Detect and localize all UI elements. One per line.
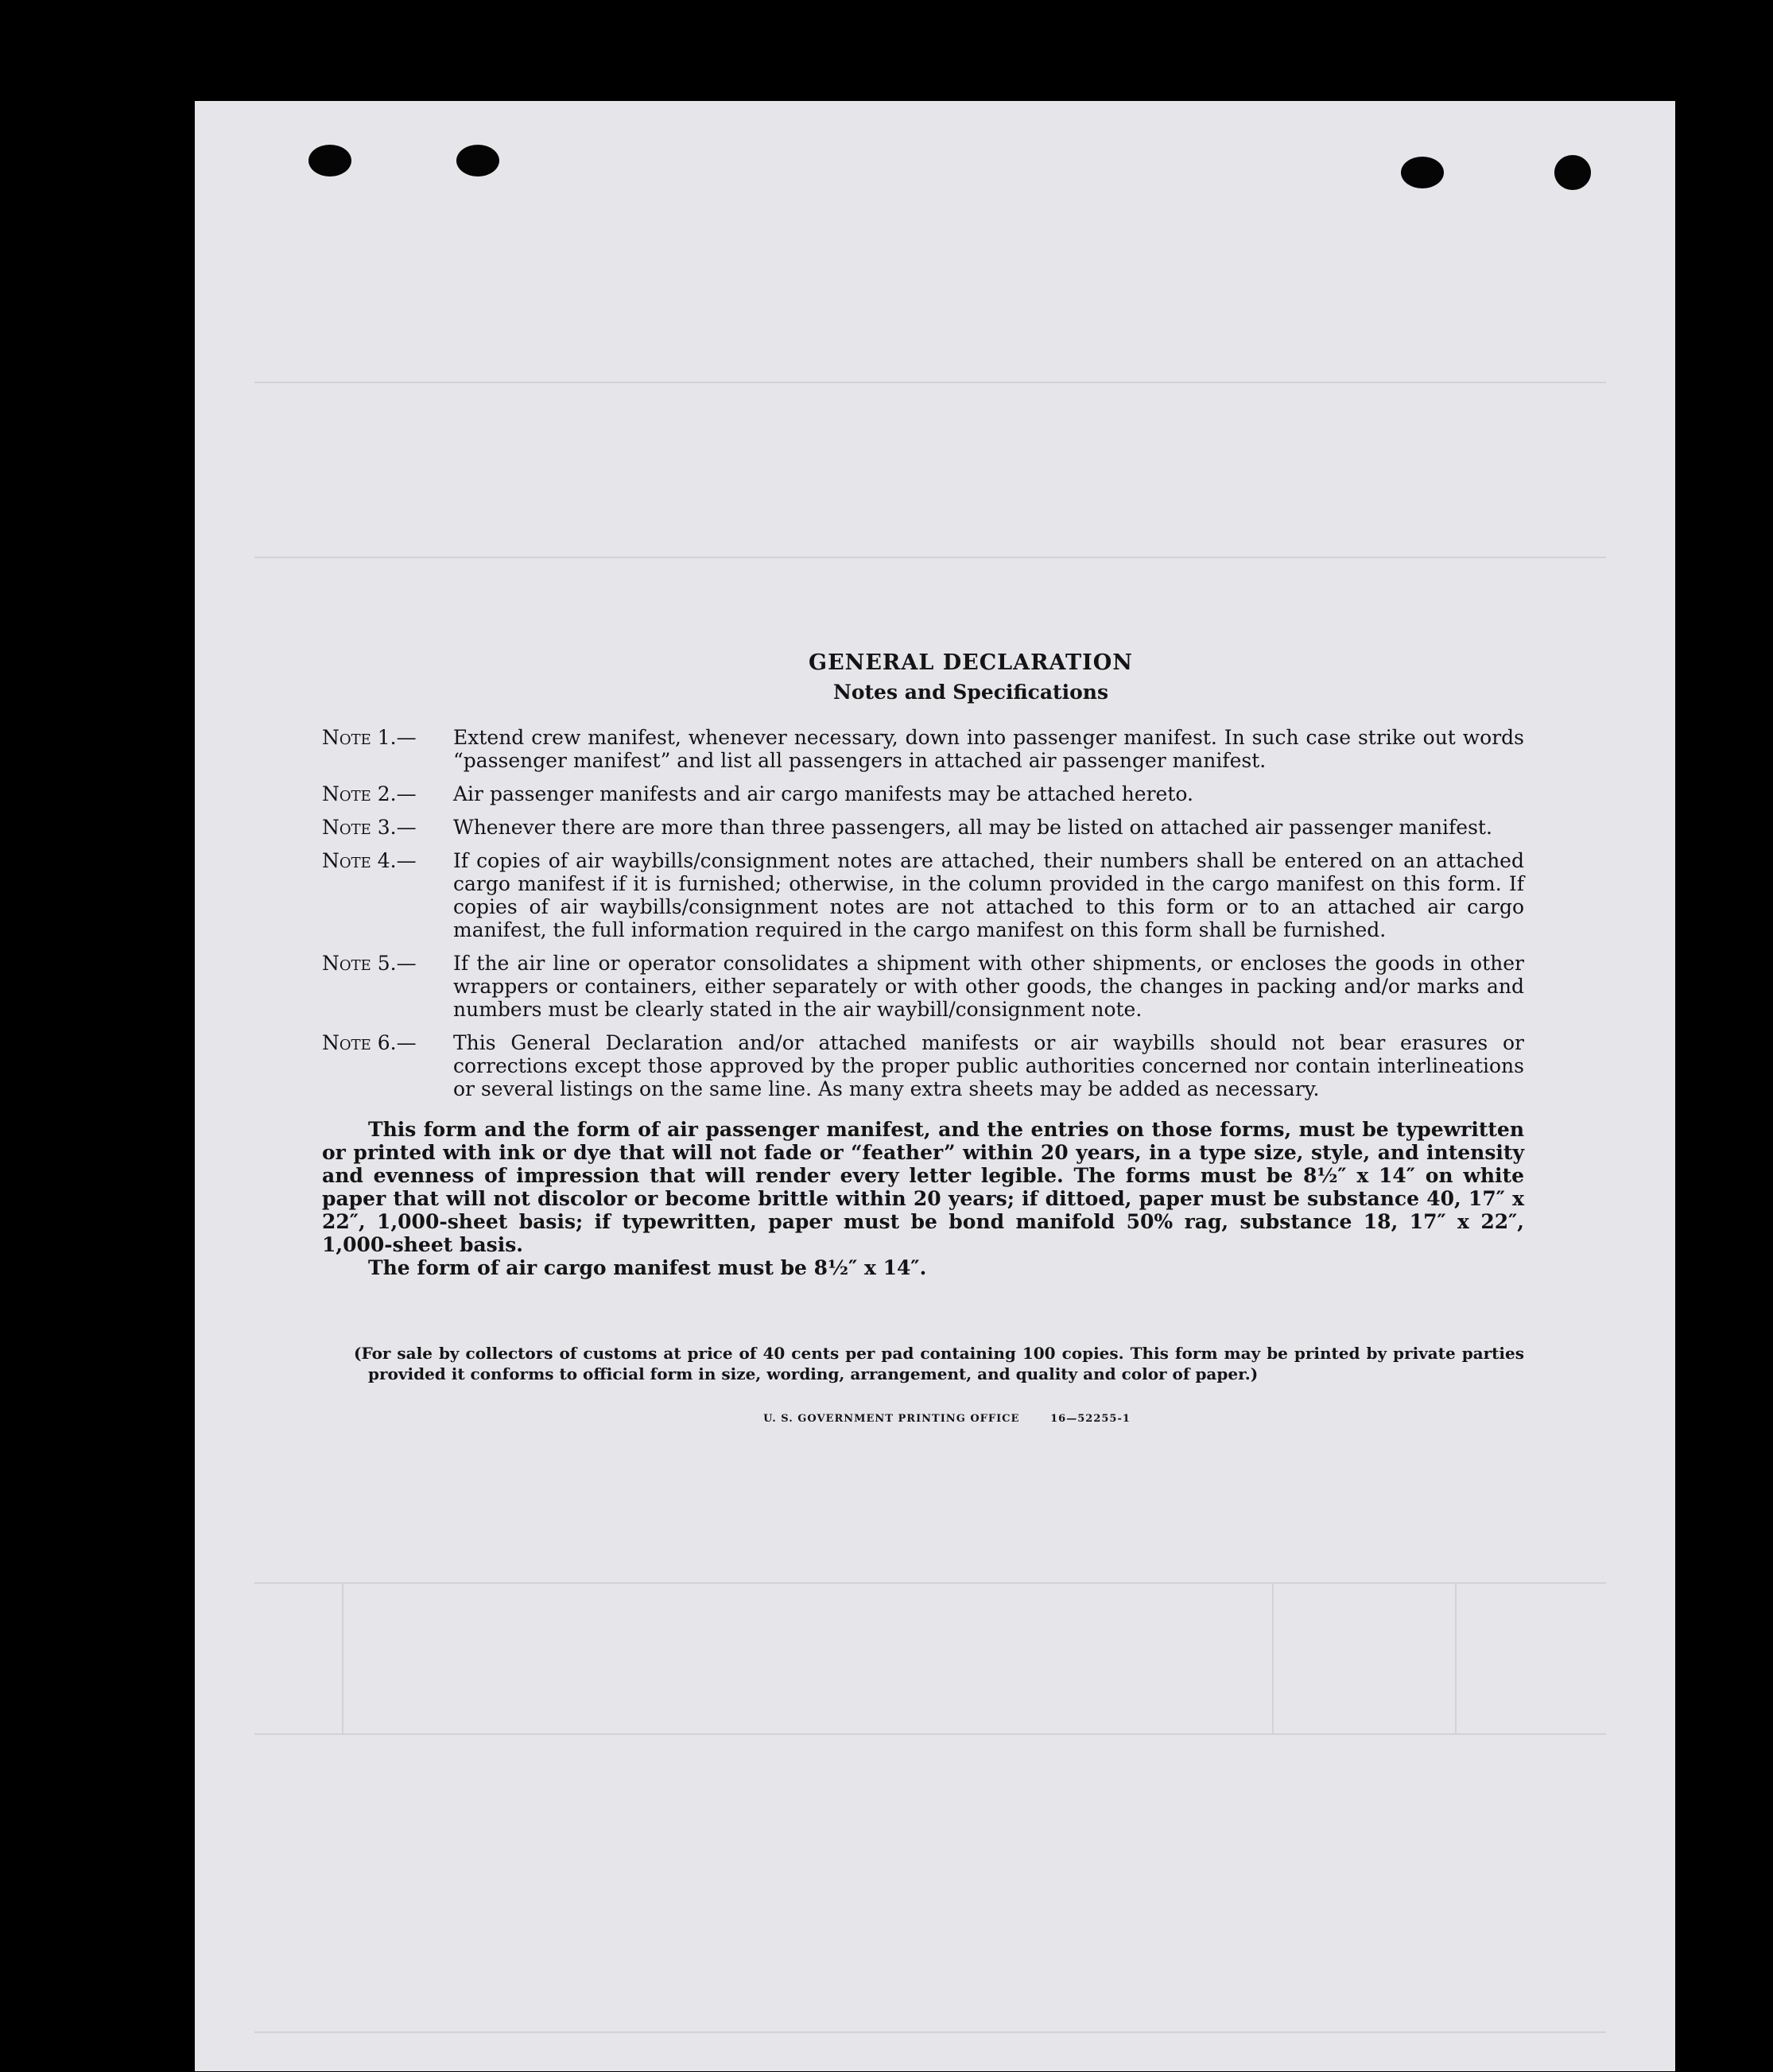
punch-hole-right-2 [1554,155,1591,190]
bleed-through-rule [254,557,1606,558]
bleed-through-rule [1455,1582,1457,1733]
printer-name: U. S. GOVERNMENT PRINTING OFFICE [763,1413,1020,1425]
note-label: Note 1.— [322,726,417,749]
note-text: Air passenger manifests and air cargo manifests may be attached hereto. [453,782,1193,805]
bleed-through-rule [254,2031,1606,2033]
printer-code: 16—52255-1 [1050,1413,1131,1425]
note-text: Extend crew manifest, whenever necessary, down into passenger manifest. In such case strike out words “passenger manifest” and list all passengers in attached air passenger manifest. [453,726,1524,772]
bleed-through-rule [342,1582,343,1733]
punch-hole-right-1 [1401,157,1444,188]
note-label: Note 3.— [322,816,417,839]
sale-notice: (For sale by collectors of customs at price of 40 cents per pad containing 100 copies. This form may be printed by private parties provided it conforms to official form in size, wording, arrangement, and quality and color of paper.) [354,1344,1524,1383]
note-label: Note 4.— [322,849,417,872]
note-5 [322,952,1524,1021]
note-1 [322,726,1524,772]
bleed-through-rule [1272,1582,1274,1733]
document-heading: GENERAL DECLARATION [809,650,1133,675]
note-text: Whenever there are more than three passengers, all may be listed on attached air passenger manifest. [453,816,1492,839]
note-6 [322,1031,1524,1100]
punch-hole-center [456,145,499,177]
printer-imprint [322,1413,1524,1425]
paper-specification-paragraph: This form and the form of air passenger manifest, and the entries on those forms, must be typewritten or printed with ink or dye that will not fade or “feather” within 20 years, in a type size, style, and intensity and evenness of impression that will render every letter legible. The forms must be 8½″ x 14″ on white paper that will not discolor or become brittle within 20 years; if dittoed, paper must be substance 40, 17″ x 22″, 1,000-sheet basis; if typewritten, paper must be bond manifold 50% rag, substance 18, 17″ x 22″, 1,000-sheet basis. [322,1118,1524,1256]
note-label: Note 5.— [322,952,417,975]
bleed-through-rule [254,1733,1606,1735]
note-label: Note 6.— [322,1031,417,1054]
bleed-through-rule [254,382,1606,383]
cargo-manifest-size-line: The form of air cargo manifest must be 8½″ x 14″. [368,1256,927,1279]
note-2 [322,782,1524,805]
document-subheading: Notes and Specifications [832,681,1109,704]
note-text: If copies of air waybills/consignment notes are attached, their numbers shall be entered on an attached cargo manifest if it is furnished; otherwise, in the column provided in the cargo manifest on this form. If copies of air waybills/consignment notes are not attached to this form or to an attached air cargo manifest, the full information required in the cargo manifest on this form shall be furnished. [453,849,1524,941]
note-3 [322,816,1524,839]
document-body [322,648,1524,1425]
bleed-through-rule [254,1582,1606,1584]
punch-hole-left [308,145,351,177]
note-4 [322,849,1524,941]
note-text: This General Declaration and/or attached manifests or air waybills should not bear erasures or corrections except those approved by the proper public authorities concerned nor contain interlineations or several listings on the same line. As many extra sheets may be added as necessary. [453,1031,1524,1100]
note-label: Note 2.— [322,782,417,805]
note-text: If the air line or operator consolidates a shipment with other shipments, or encloses the goods in other wrappers or containers, either separately or with other goods, the changes in packing and/or marks and numbers must be clearly stated in the air waybill/consignment note. [453,952,1524,1021]
